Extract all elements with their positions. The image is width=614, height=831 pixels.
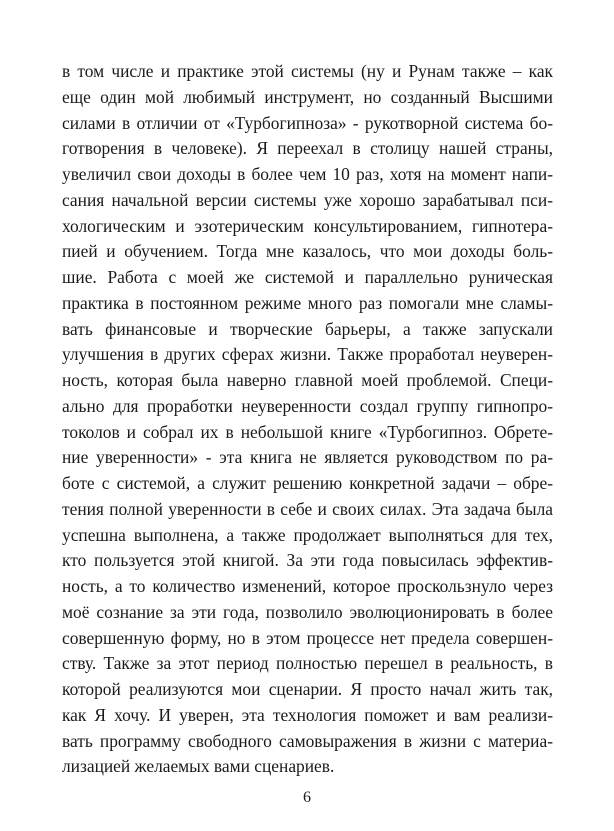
text-line: ность, а то количество изменений, которое проскользнуло через — [62, 576, 553, 596]
text-line: ность, которая была наверно главной моей проблемой. Специ- — [62, 370, 553, 390]
text-line: токолов и собрал их в небольшой книге «Турбогипноз. Обрете- — [62, 421, 553, 442]
text-line: моё сознание за эти года, позволило эволюционировать в более — [62, 601, 553, 622]
text-line: ально для проработки неуверенности создал группу гипнопро- — [62, 395, 553, 416]
text-line: ние уверенности» - эта книга не является руководством по ра- — [62, 447, 553, 468]
text-line: готворения в человеке). Я переехал в столицу нашей страны, — [62, 138, 553, 159]
text-line: в том числе и практике этой системы (ну и Рунам также – как — [62, 61, 553, 81]
text-line: успешна выполнена, а также продолжает выполняться для тех, — [62, 524, 553, 545]
text-line: ству. Также за этот период полностью перешел в реальность, в — [62, 653, 553, 674]
text-line: тения полной уверенности в себе и своих силах. Эта задача была — [62, 498, 553, 519]
text-line: увеличил свои доходы в более чем 10 раз, хотя на момент напи- — [62, 164, 553, 184]
text-line: вать программу свободного самовыражения в жизни с материа- — [62, 730, 553, 751]
text-line: кто пользуется этой книгой. За эти года повысилась эффектив- — [62, 550, 553, 571]
body-paragraph — [62, 59, 553, 780]
text-line: совершенную форму, но в этом процессе нет предела совершен- — [62, 627, 553, 648]
text-line: улучшения в других сферах жизни. Также проработал неуверен- — [62, 344, 553, 365]
text-line-last: лизацией желаемых вами сценариев. — [62, 756, 335, 777]
text-line: пией и обучением. Тогда мне казалось, что мои доходы боль- — [62, 241, 553, 262]
text-line: которой реализуются мои сценарии. Я просто начал жить так, — [62, 679, 553, 699]
text-line: как Я хочу. И уверен, эта технология поможет и вам реализи- — [62, 704, 553, 725]
text-line: сания начальной версии системы уже хорошо зарабатывал пси- — [62, 189, 553, 210]
text-line: вать финансовые и творческие барьеры, а также запускали — [62, 318, 553, 339]
text-line: практика в постоянном режиме много раз помогали мне сламы- — [62, 292, 553, 313]
text-line: шие. Работа с моей же системой и параллельно руническая — [62, 267, 553, 287]
text-line: боте с системой, а служит решению конкретной задачи – обре- — [62, 473, 553, 493]
text-line: еще один мой любимый инструмент, но созданный Высшими — [62, 86, 553, 107]
page-number: 6 — [303, 789, 311, 806]
text-line: хологическим и эзотерическим консультированием, гипнотера- — [62, 215, 553, 236]
text-line: силами в отличии от «Турбогипноза» - рукотворной система бо- — [62, 112, 553, 133]
